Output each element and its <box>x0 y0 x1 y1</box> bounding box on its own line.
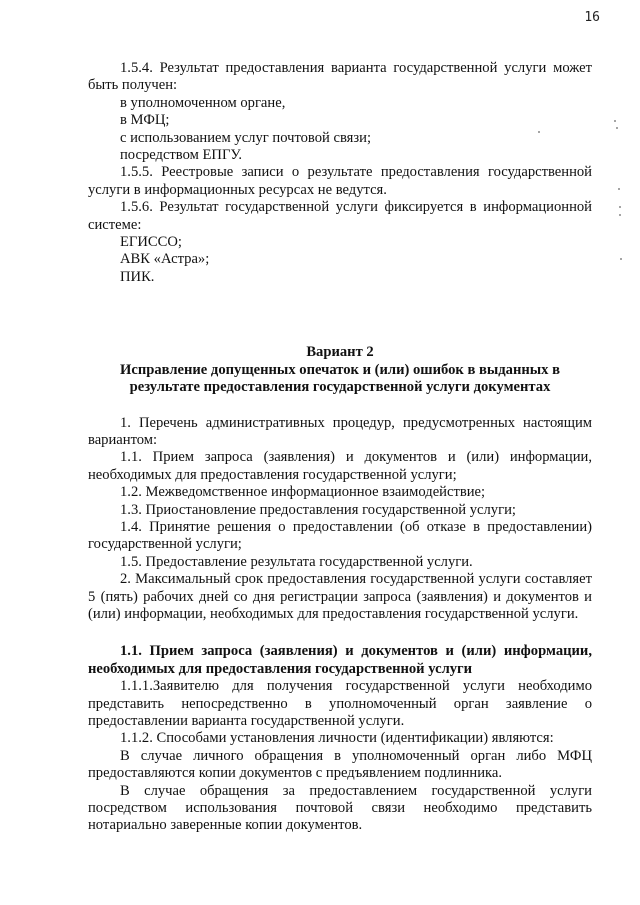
paragraph-personal-appeal: В случае личного обращения в уполномоченный орган либо МФЦ предоставляются копии документов с предъявлением подлинника. <box>88 747 592 782</box>
paragraph-1-5-5: 1.5.5. Реестровые записи о результате предоставления государственной услуги в информационных ресурсах не ведутся. <box>88 164 592 198</box>
result-option-item: в МФЦ; <box>120 112 170 129</box>
document-body <box>88 60 592 835</box>
section-1-1-heading: 1.1. Прием запроса (заявления) и документов и (или) информации, необходимых для предоставления государственной услуги <box>88 643 592 677</box>
procedure-1-4: 1.4. Принятие решения о предоставлении (об отказе в предоставлении) государственной услуги; <box>88 518 592 553</box>
procedure-1-2: 1.2. Межведомственное информационное взаимодействие; <box>120 484 486 501</box>
variant-subtitle: Исправление допущенных опечаток и (или) ошибок в выданных в результате предоставления государственной услуги документах <box>119 361 561 396</box>
result-option-item: в уполномоченном органе, <box>120 94 286 111</box>
procedure-1-1: 1.1. Прием запроса (заявления) и документов и (или) информации, необходимых для предоставления государственной услуги; <box>88 449 592 483</box>
result-option-item: с использованием услуг почтовой связи; <box>120 129 372 146</box>
paragraph-max-term: 2. Максимальный срок предоставления государственной услуги составляет 5 (пять) рабочих дней со дня регистрации запроса (заявления) и документов и (или) информации, необходимых для предоставления государственной услуги. <box>88 571 592 622</box>
information-system-item: ЕГИССО; <box>120 234 182 251</box>
paragraph-1-1-1: 1.1.1.Заявителю для получения государственной услуги необходимо представить непосредственно в уполномоченный орган заявление о предоставлении варианта государственной услуги. <box>88 678 592 729</box>
paragraph-postal-appeal: В случае обращения за предоставлением государственной услуги посредством использования почтовой связи необходимо представить нотариально заверенные копии документов. <box>88 782 592 834</box>
information-system-item: АВК «Астра»; <box>120 251 210 268</box>
variant-title: Вариант 2 <box>306 344 374 361</box>
paragraph-1-5-6: 1.5.6. Результат государственной услуги фиксируется в информационной системе: <box>88 199 592 233</box>
procedure-1-5: 1.5. Предоставление результата государственной услуги. <box>120 553 473 570</box>
result-option-item: посредством ЕПГУ. <box>120 147 242 164</box>
paragraph-procedures-list: 1. Перечень административных процедур, предусмотренных настоящим вариантом: <box>88 414 592 448</box>
paragraph-1-1-2: 1.1.2. Способами установления личности (идентификации) являются: <box>120 730 554 747</box>
information-system-item: ПИК. <box>120 268 155 285</box>
page-number: 16 <box>584 10 600 25</box>
paragraph-1-5-4: 1.5.4. Результат предоставления варианта государственной услуги может быть получен: <box>88 60 592 94</box>
procedure-1-3: 1.3. Приостановление предоставления государственной услуги; <box>120 501 516 518</box>
